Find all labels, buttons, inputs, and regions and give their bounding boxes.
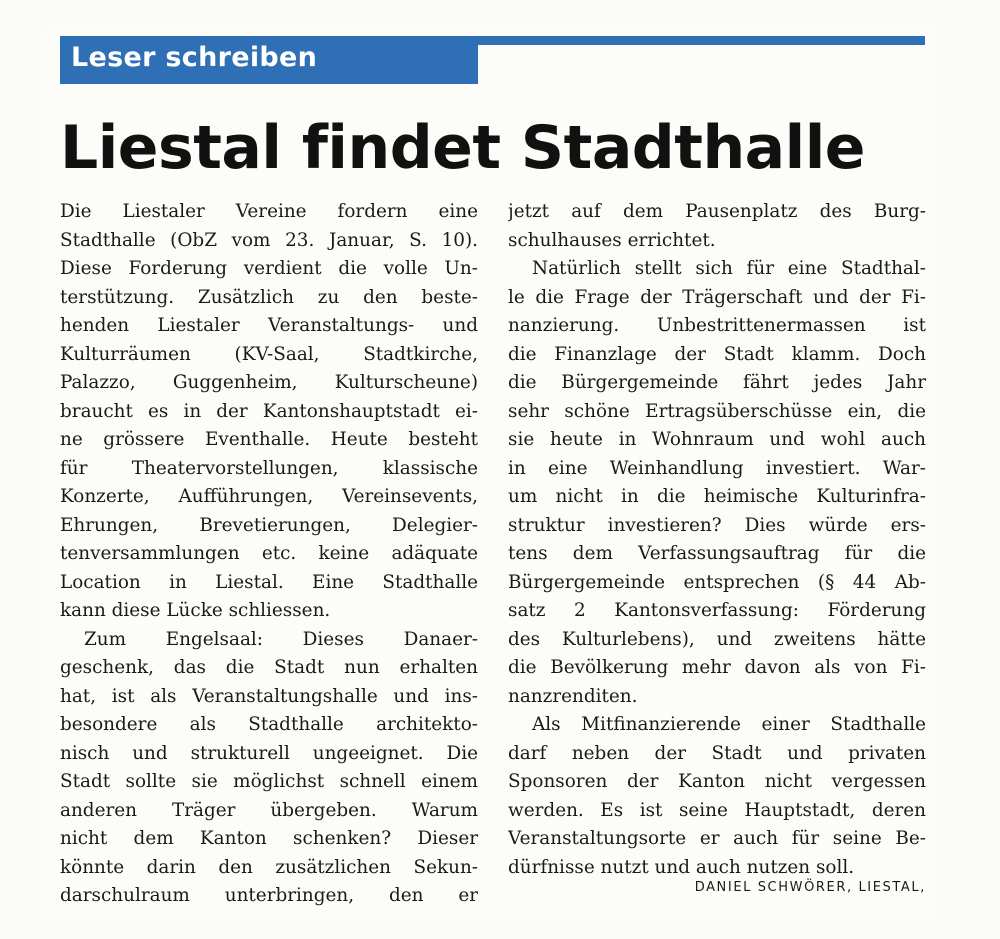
text-line: Ehrungen, Brevetierungen, Delegier- — [60, 514, 478, 536]
text-line: die Bevölkerung mehr davon als von Fi- — [508, 657, 926, 678]
text-line: terstützung. Zusätzlich zu den beste- — [60, 286, 478, 308]
text-line: Kulturräumen (KV-Saal, Stadtkirche, — [60, 343, 478, 365]
text-line: des Kulturlebens), und zweitens hätte — [508, 628, 926, 650]
text-line: in eine Weinhandlung investiert. War- — [508, 457, 926, 479]
text-line: jetzt auf dem Pausenplatz des Burg- — [508, 201, 926, 222]
text-line: kann diese Lücke schliessen. — [60, 600, 331, 621]
text-line: Konzerte, Aufführungen, Vereinsevents, — [60, 486, 478, 507]
text-line: braucht es in der Kantonshauptstadt ei- — [60, 400, 478, 422]
text-line: für Theatervorstellungen, klassische — [60, 457, 478, 479]
text-line: werden. Es ist seine Hauptstadt, deren — [508, 799, 926, 821]
text-line: Zum Engelsaal: Dieses Danaer- — [84, 628, 478, 650]
text-line: schulhauses errichtet. — [508, 229, 716, 251]
text-line: le die Frage der Trägerschaft und der Fi- — [508, 286, 926, 308]
text-line: Palazzo, Guggenheim, Kulturscheune) — [60, 372, 478, 393]
text-line: dürfnisse nutzt und auch nutzen soll. — [508, 856, 855, 878]
rubric-banner — [60, 36, 478, 84]
text-line: nanzierung. Unbestrittenermassen ist — [508, 315, 926, 336]
text-line: nisch und strukturell ungeeignet. Die — [60, 742, 478, 764]
text-line: sie heute in Wohnraum und wohl auch — [508, 429, 926, 450]
text-line: nicht dem Kanton schenken? Dieser — [60, 828, 478, 849]
text-line: tens dem Verfassungsauftrag für die — [508, 543, 926, 564]
text-line: ne grössere Eventhalle. Heute besteht — [60, 429, 478, 450]
text-line: satz 2 Kantonsverfassung: Förderung — [508, 600, 926, 621]
text-line: Stadt sollte sie möglichst schnell einem — [60, 771, 478, 792]
text-line: Bürgergemeinde entsprechen (§ 44 Ab- — [508, 571, 926, 593]
text-line: die Finanzlage der Stadt klamm. Doch — [508, 343, 926, 365]
text-line: hat, ist als Veranstaltungshalle und ins- — [60, 685, 478, 707]
text-line: struktur investieren? Dies würde ers- — [508, 514, 926, 536]
article-headline: Liestal findet Stadthalle — [60, 113, 865, 183]
text-line: Stadthalle (ObZ vom 23. Januar, S. 10). — [60, 229, 478, 251]
text-line: besondere als Stadthalle architekto- — [60, 714, 478, 735]
rubric-label: Leser schreiben — [71, 42, 318, 73]
text-line: Sponsoren der Kanton nicht vergessen — [508, 771, 926, 792]
text-line: um nicht in die heimische Kulturinfra- — [508, 486, 926, 507]
text-line: geschenk, das die Stadt nun erhalten — [60, 657, 478, 678]
article-column-right — [508, 198, 926, 882]
article-column-left — [60, 198, 478, 911]
text-line: sehr schöne Ertragsüberschüsse ein, die — [508, 400, 926, 422]
text-line: Die Liestaler Vereine fordern eine — [60, 201, 478, 222]
text-line: Veranstaltungsorte er auch für seine Be- — [508, 828, 926, 849]
text-line: tenversammlungen etc. keine adäquate — [60, 543, 478, 564]
text-line: Natürlich stellt sich für eine Stadthal- — [532, 258, 926, 279]
text-line: Diese Forderung verdient die volle Un- — [60, 258, 478, 279]
text-line: Location in Liestal. Eine Stadthalle — [60, 571, 478, 593]
text-line: nanzrenditen. — [508, 685, 638, 707]
text-line: henden Liestaler Veranstaltungs- und — [60, 315, 478, 336]
author-signature: DANIEL SCHWÖRER, LIESTAL, — [694, 880, 926, 895]
text-line: darschulraum unterbringen, den er — [60, 885, 478, 906]
text-line: darf neben der Stadt und privaten — [508, 742, 926, 764]
text-line: könnte darin den zusätzlichen Sekun- — [60, 856, 478, 878]
text-line: anderen Träger übergeben. Warum — [60, 799, 478, 821]
text-line: Als Mitfinanzierende einer Stadthalle — [532, 714, 926, 735]
text-line: die Bürgergemeinde fährt jedes Jahr — [508, 372, 926, 393]
